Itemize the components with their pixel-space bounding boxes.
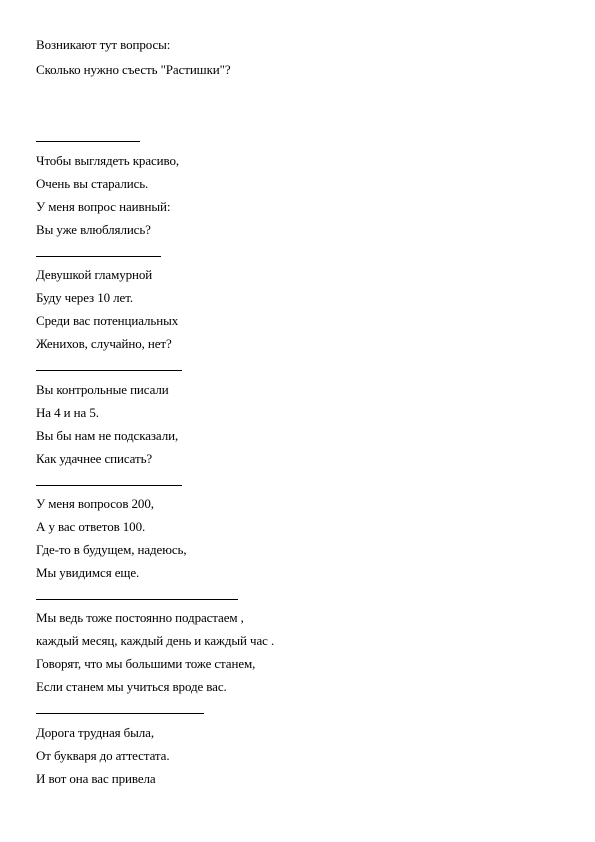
stanza-6-line-1: Дорога трудная была, [36, 725, 154, 740]
stanza-2-line-3: Среди вас потенциальных [36, 313, 179, 328]
intro-line-1: Возникают тут вопросы: [36, 37, 171, 52]
stanza-5-line-3: Говорят, что мы большими тоже станем, [36, 656, 256, 671]
stanza-2-line-1: Девушкой гламурной [36, 267, 153, 282]
separator-line [36, 256, 161, 257]
stanza-1-line-2: Очень вы старались. [36, 176, 149, 191]
stanza-4-line-1: У меня вопросов 200, [36, 496, 154, 511]
stanza-3-line-3: Вы бы нам не подсказали, [36, 428, 179, 443]
stanza-1-line-1: Чтобы выглядеть красиво, [36, 153, 180, 168]
stanza-1-line-4: Вы уже влюблялись? [36, 222, 151, 237]
stanza-2-line-4: Женихов, случайно, нет? [36, 336, 172, 351]
stanza-6-line-3: И вот она вас привела [36, 771, 156, 786]
stanza-1-line-3: У меня вопрос наивный: [36, 199, 171, 214]
stanza-4-line-4: Мы увидимся еще. [36, 565, 140, 580]
stanza-5-line-4: Если станем мы учиться вроде вас. [36, 679, 227, 694]
stanza-5-line-1: Мы ведь тоже постоянно подрастаем , [36, 610, 244, 625]
separator-line [36, 485, 182, 486]
stanza-2-line-2: Буду через 10 лет. [36, 290, 133, 305]
separator-line [36, 141, 140, 142]
stanza-3-line-2: На 4 и на 5. [36, 405, 99, 420]
stanza-3-line-1: Вы контрольные писали [36, 382, 169, 397]
separator-line [36, 713, 204, 714]
separator-line [36, 599, 238, 600]
stanza-4-line-2: А у вас ответов 100. [36, 519, 146, 534]
stanza-6-line-2: От букваря до аттестата. [36, 748, 170, 763]
separator-line [36, 370, 182, 371]
intro-line-2: Сколько нужно съесть "Растишки"? [36, 62, 231, 77]
stanza-4-line-3: Где-то в будущем, надеюсь, [36, 542, 187, 557]
stanza-3-line-4: Как удачнее списать? [36, 451, 153, 466]
stanza-5-line-2: каждый месяц, каждый день и каждый час . [36, 633, 275, 648]
